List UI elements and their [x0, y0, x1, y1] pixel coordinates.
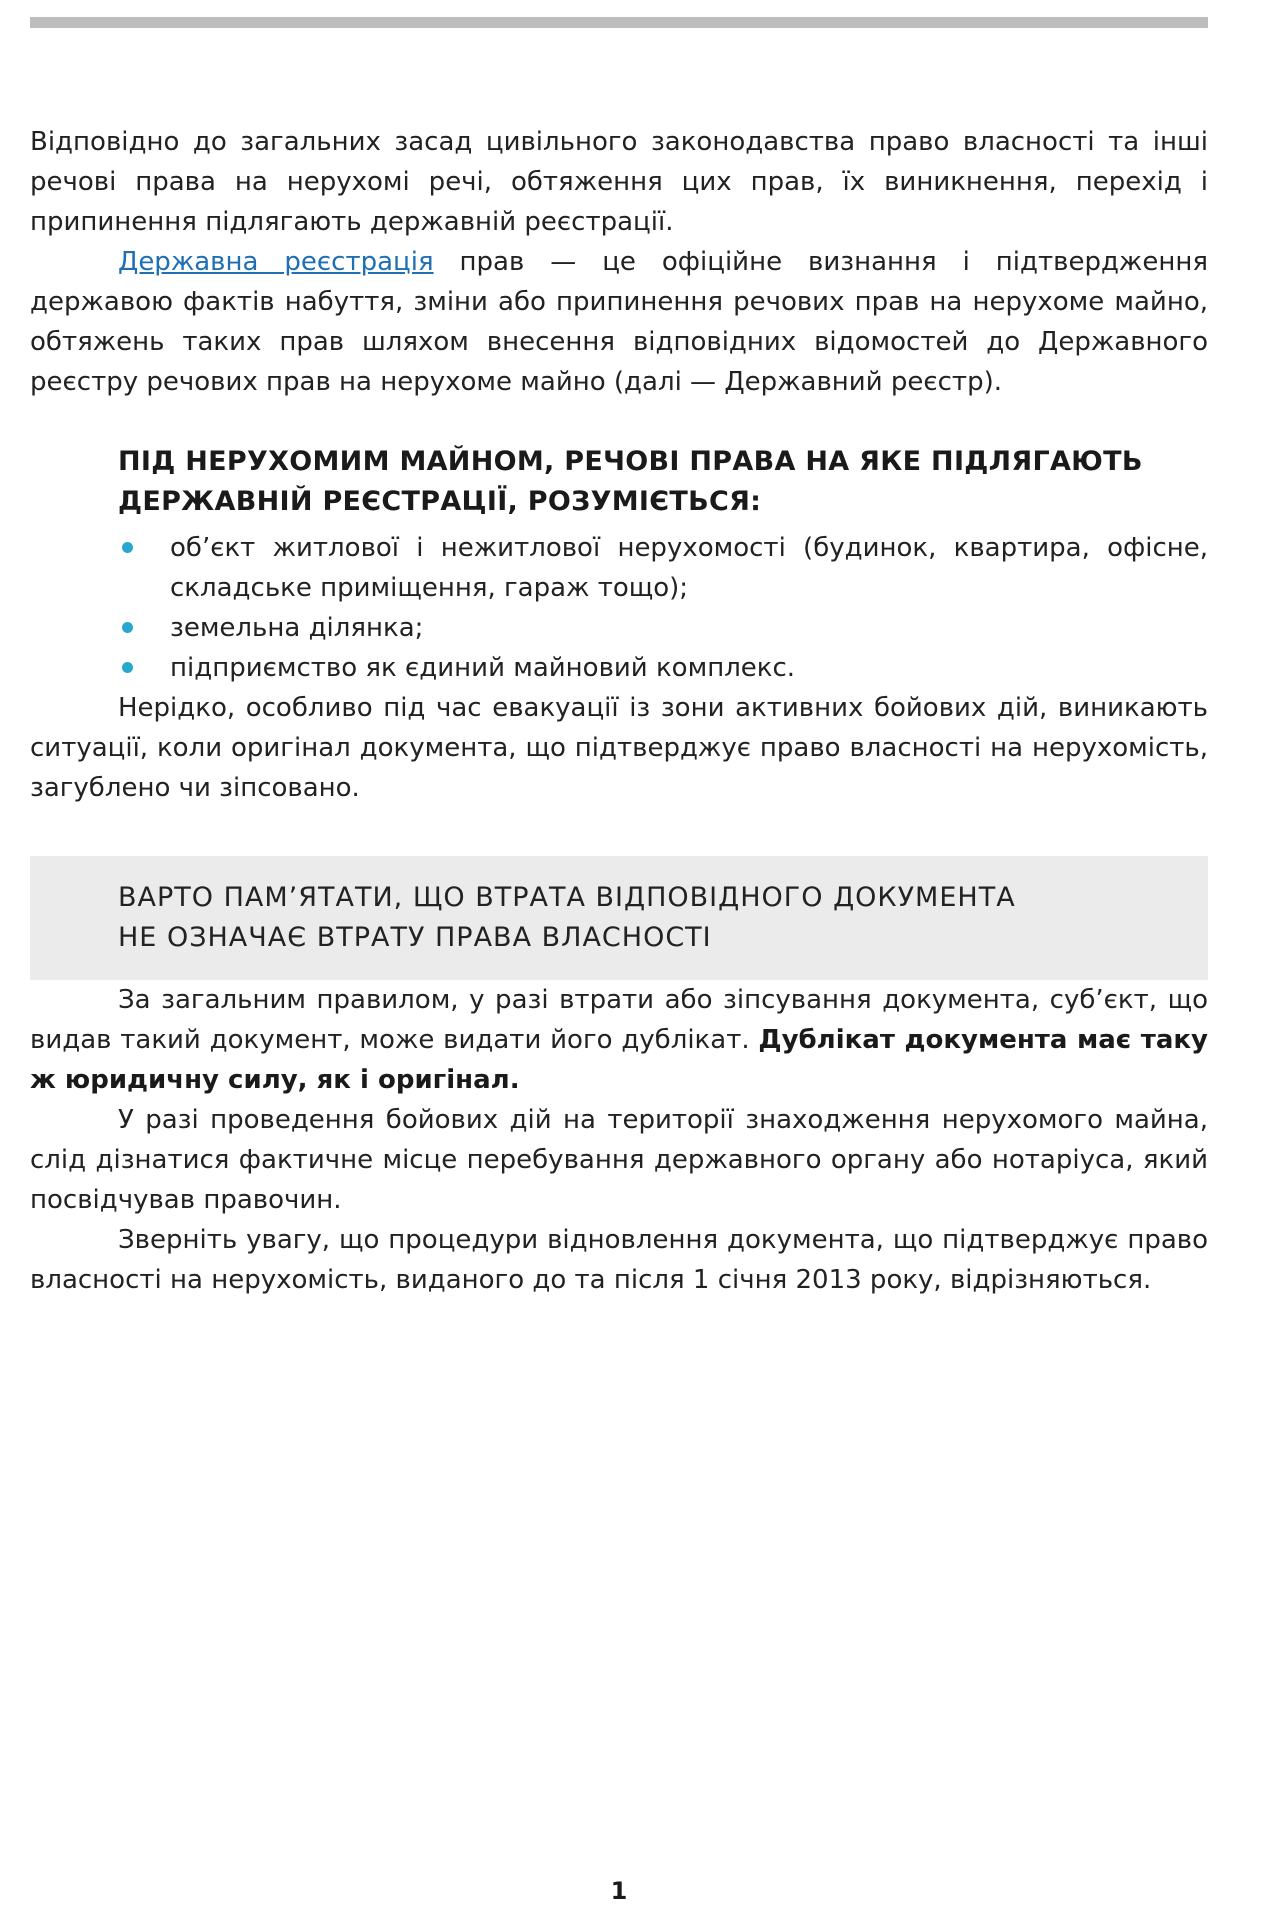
- registration-definition-text: прав — це офіційне визнання і підтвердження державою фактів набуття, зміни або припинення речових прав на нерухоме майно, обтяжень таких прав шляхом внесення відповідних відомостей до Державного реєстру речових прав на нерухоме майно (далі — Державний реєстр).: [30, 247, 1208, 397]
- duplicate-paragraph: [30, 980, 1208, 1100]
- top-divider-bar: [30, 17, 1208, 28]
- duplicate-text: За загальним правилом, у разі втрати або зіпсування документа, суб’єкт, що видав такий документ, може видати його дублікат.: [30, 985, 1208, 1055]
- callout-line-2: НЕ ОЗНАЧАЄ ВТРАТУ ПРАВА ВЛАСНОСТІ: [118, 922, 712, 953]
- list-item-text: підприємство як єдиний майновий комплекс.: [170, 653, 796, 683]
- remember-callout: [30, 856, 1208, 980]
- list-item: [170, 528, 1208, 608]
- evacuation-paragraph: Нерідко, особливо під час евакуації із зони активних бойових дій, виникають ситуації, коли оригінал документа, що підтверджує право власності на нерухомість, загублено чи зіпсовано.: [30, 693, 1208, 803]
- hostilities-paragraph: У разі проведення бойових дій на території знаходження нерухомого майна, слід дізнатися фактичне місце перебування державного органу або нотаріуса, який посвідчував правочин.: [30, 1105, 1208, 1215]
- heading-line-1: ПІД НЕРУХОМИМ МАЙНОМ, РЕЧОВІ ПРАВА НА ЯКЕ ПІДЛЯГАЮТЬ: [118, 446, 1143, 477]
- heading-line-2: ДЕРЖАВНІЙ РЕЄСТРАЦІЇ, РОЗУМІЄТЬСЯ:: [118, 486, 762, 517]
- callout-line-1: ВАРТО ПАМ’ЯТАТИ, ЩО ВТРАТА ВІДПОВІДНОГО ДОКУМЕНТА: [118, 882, 1016, 913]
- document-body: [30, 122, 1208, 1300]
- list-item: [170, 608, 1208, 648]
- list-item-text: об’єкт житлової і нежитлової нерухомості (будинок, квартира, офісне, складське приміщення, гараж тощо);: [170, 533, 1208, 603]
- state-registration-link[interactable]: Державна реєстрація: [118, 247, 434, 277]
- registration-definition-paragraph: [30, 242, 1208, 402]
- real-estate-list: [30, 528, 1208, 688]
- intro-paragraph: Відповідно до загальних засад цивільного законодавства право власності та інші речові права на нерухомі речі, обтяження цих прав, їх виникнення, перехід і припинення підлягають державній реєстрації.: [30, 127, 1208, 237]
- real-estate-heading: [118, 442, 1208, 522]
- page-number: 1: [610, 1877, 628, 1905]
- bullet-icon: [122, 662, 133, 673]
- bullet-icon: [122, 542, 133, 553]
- procedures-paragraph: Зверніть увагу, що процедури відновлення документа, що підтверджує право власності на нерухомість, виданого до та після 1 січня 2013 року, відрізняються.: [30, 1225, 1208, 1295]
- duplicate-bold-text: Дублікат документа має таку ж юридичну силу, як і оригінал.: [30, 1025, 1209, 1095]
- list-item: [170, 648, 1208, 688]
- list-item-text: земельна ділянка;: [170, 613, 424, 643]
- bullet-icon: [122, 622, 133, 633]
